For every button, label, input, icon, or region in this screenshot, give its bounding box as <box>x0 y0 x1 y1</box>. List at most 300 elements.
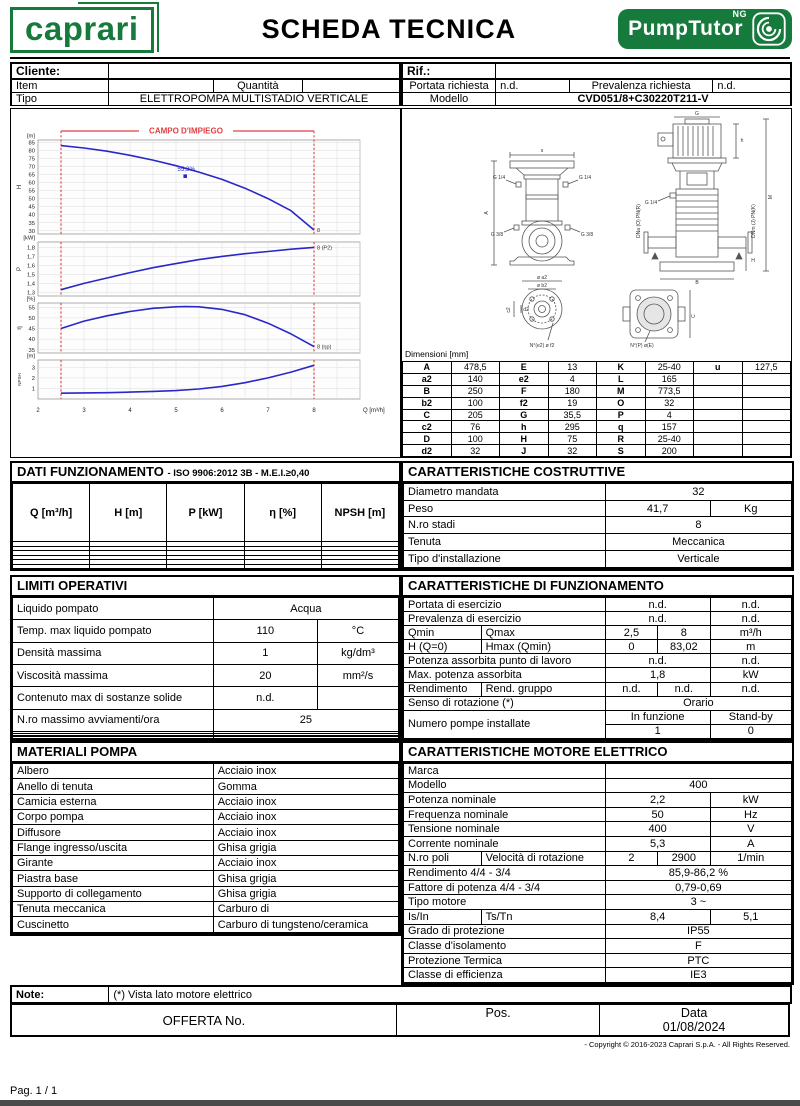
materiali-pompa-table <box>12 763 399 934</box>
section-subtitle: - ISO 9906:2012 3B - M.E.I.≥0,40 <box>167 468 310 479</box>
table-cell: Rendimento <box>404 682 482 696</box>
svg-text:8: 8 <box>317 227 321 234</box>
table-cell: Hz <box>710 807 792 822</box>
dati-funzionamento-table <box>12 483 399 569</box>
table-cell: Portata richiesta <box>403 79 496 93</box>
svg-text:P: P <box>17 266 23 272</box>
table-cell: Ghisa grigia <box>213 840 398 855</box>
table-cell: Max. potenza assorbita <box>404 668 606 682</box>
svg-text:Q [m³/h]: Q [m³/h] <box>363 408 385 414</box>
section-caratteristiche-funzionamento <box>401 575 794 741</box>
dimension-label: ø b2 <box>536 283 548 289</box>
table-cell: Potenza nominale <box>404 793 606 808</box>
table-cell: Acciaio inox <box>213 794 398 809</box>
svg-text:80: 80 <box>28 148 35 155</box>
table-cell <box>694 373 743 385</box>
table-cell <box>694 397 743 409</box>
table-cell: S <box>597 445 646 457</box>
table-cell: kW <box>710 668 792 682</box>
svg-text:2: 2 <box>36 408 40 414</box>
table-cell: Q [m³/h] <box>13 484 90 542</box>
table-cell: Numero pompe installate <box>404 710 606 738</box>
note-table <box>10 985 792 1004</box>
table-cell: Tipo <box>12 93 109 106</box>
svg-text:1,7: 1,7 <box>26 254 35 261</box>
table-cell: 8 <box>605 517 791 534</box>
table-cell: n.d. <box>605 654 710 668</box>
table-cell <box>694 385 743 397</box>
table-cell: Ghisa grigia <box>213 871 398 886</box>
table-cell: Flange ingresso/uscita <box>13 840 214 855</box>
table-cell: 2900 <box>658 851 710 866</box>
dimension-label: ø a2 <box>536 275 548 281</box>
table-cell: Qmax <box>481 626 605 640</box>
table-cell: n.d. <box>658 682 710 696</box>
table-cell: 0 <box>605 640 657 654</box>
table-cell: P [kW] <box>167 484 244 542</box>
table-cell: Marca <box>404 764 606 779</box>
table-cell: η [%] <box>244 484 321 542</box>
table-cell: 1,8 <box>605 668 710 682</box>
svg-text:35: 35 <box>28 347 35 354</box>
table-cell: 140 <box>451 373 500 385</box>
svg-text:[%]: [%] <box>26 296 35 303</box>
table-cell <box>109 79 214 93</box>
table-cell: F <box>500 385 549 397</box>
table-cell: n.d. <box>710 598 792 612</box>
section-limiti-operativi <box>10 575 401 741</box>
table-cell: Anello di tenuta <box>13 779 214 794</box>
table-cell <box>694 433 743 445</box>
table-cell: a2 <box>403 373 452 385</box>
svg-text:CAMPO D'IMPIEGO: CAMPO D'IMPIEGO <box>149 126 223 136</box>
pumptutor-logo-text: PumpTutor NG <box>628 9 747 40</box>
svg-text:50: 50 <box>28 315 35 322</box>
table-cell: Rif.: <box>403 64 496 80</box>
dimension-label: G <box>695 111 699 117</box>
bottom-scrollbar[interactable] <box>0 1100 800 1106</box>
table-cell <box>694 445 743 457</box>
table-cell <box>213 932 398 933</box>
table-cell: P <box>597 409 646 421</box>
table-cell: Peso <box>404 500 606 517</box>
table-cell: Supporto di collegamento <box>13 886 214 901</box>
table-cell: Piastra base <box>13 871 214 886</box>
table-cell: Acciaio inox <box>213 764 398 779</box>
caratteristiche-costruttive-table <box>403 483 792 569</box>
table-cell: 0 <box>710 724 792 738</box>
table-cell: 41,7 <box>605 500 710 517</box>
table-cell: L <box>597 373 646 385</box>
table-cell <box>321 564 398 569</box>
dimension-label: G 1/4 <box>492 175 506 181</box>
table-cell: Hmax (Qmin) <box>481 640 605 654</box>
table-cell: D <box>403 433 452 445</box>
table-cell: 2,2 <box>605 793 710 808</box>
dimensions-table <box>402 361 791 457</box>
section-title: LIMITI OPERATIVI <box>12 577 399 597</box>
section-title: CARATTERISTICHE COSTRUTTIVE <box>403 463 792 483</box>
table-cell <box>742 397 791 409</box>
table-cell: Potenza assorbita punto di lavoro <box>404 654 606 668</box>
table-cell <box>742 433 791 445</box>
table-cell: Camicia esterna <box>13 794 214 809</box>
table-cell: K <box>597 362 646 374</box>
table-cell: V <box>710 822 792 837</box>
table-cell <box>742 373 791 385</box>
table-cell: 157 <box>645 421 694 433</box>
pump-drawing <box>402 109 789 349</box>
table-cell: E <box>500 362 549 374</box>
table-cell: 0,79-0,69 <box>605 880 791 895</box>
svg-text:η: η <box>17 326 23 330</box>
table-cell: Stand-by <box>710 710 792 724</box>
table-cell: 200 <box>645 445 694 457</box>
dimension-label: c2 <box>506 307 512 313</box>
svg-text:5: 5 <box>174 408 178 414</box>
table-cell: 165 <box>645 373 694 385</box>
performance-chart <box>11 109 398 455</box>
svg-text:45: 45 <box>28 204 35 211</box>
client-info-table <box>10 62 401 106</box>
copyright-text: - Copyright © 2016-2023 Caprari S.p.A. - All Rights Reserved. <box>584 1040 790 1049</box>
dimension-label: B <box>695 280 699 286</box>
drawing-panel <box>401 108 792 458</box>
table-cell: 5,3 <box>605 836 710 851</box>
page-number: Pag. 1 / 1 <box>10 1085 58 1097</box>
table-cell: 20 <box>213 665 317 687</box>
dimension-label: A <box>484 211 490 215</box>
table-cell: 4 <box>645 409 694 421</box>
table-cell: 25-40 <box>645 362 694 374</box>
table-cell: R <box>597 433 646 445</box>
table-cell: A <box>710 836 792 851</box>
table-cell: ELETTROPOMPA MULTISTADIO VERTICALE <box>109 93 400 106</box>
dimension-label: N°(e2) ø f2 <box>529 343 555 349</box>
table-cell <box>694 409 743 421</box>
table-cell: Fattore di potenza 4/4 - 3/4 <box>404 880 606 895</box>
svg-text:[kW]: [kW] <box>23 235 35 242</box>
svg-text:65: 65 <box>28 172 35 179</box>
table-cell: n.d. <box>710 654 792 668</box>
table-cell: °C <box>317 620 398 642</box>
svg-text:75: 75 <box>28 156 35 163</box>
table-cell: H [m] <box>90 484 167 542</box>
dimension-label: N°(P) ø(E) <box>630 343 654 349</box>
table-cell: Densità massima <box>13 642 214 664</box>
table-cell: Modello <box>404 778 606 793</box>
table-cell: 295 <box>548 421 597 433</box>
table-cell <box>317 687 398 709</box>
table-cell: q <box>597 421 646 433</box>
dimension-label: h <box>740 138 744 144</box>
section-materiali-pompa <box>10 741 401 936</box>
table-cell: 76 <box>451 421 500 433</box>
table-cell: Velocità di rotazione <box>481 851 605 866</box>
table-cell: 1 <box>213 642 317 664</box>
pumptutor-logo <box>618 9 792 49</box>
table-cell: Classe d'isolamento <box>404 939 606 954</box>
dimension-label: DNm (J) PN(K) <box>751 204 757 238</box>
table-cell: M <box>597 385 646 397</box>
table-cell: Acciaio inox <box>213 825 398 840</box>
svg-text:45: 45 <box>28 326 35 333</box>
svg-text:7: 7 <box>266 408 270 414</box>
svg-text:NPSH: NPSH <box>17 373 22 386</box>
table-cell: Grado di protezione <box>404 924 606 939</box>
table-cell: 32 <box>451 445 500 457</box>
table-cell <box>90 564 167 569</box>
table-cell: O <box>597 397 646 409</box>
table-cell: Corpo pompa <box>13 810 214 825</box>
svg-text:H: H <box>17 184 23 190</box>
section-title: DATI FUNZIONAMENTO - ISO 9906:2012 3B - M.E.I.≥0,40 <box>12 463 399 483</box>
table-cell: 773,5 <box>645 385 694 397</box>
table-cell: Gomma <box>213 779 398 794</box>
table-cell <box>496 64 791 80</box>
table-cell: 205 <box>451 409 500 421</box>
table-cell <box>742 445 791 457</box>
table-cell: NPSH [m] <box>321 484 398 542</box>
data-cell <box>600 1005 788 1035</box>
table-cell: m <box>710 640 792 654</box>
table-cell: Note: <box>12 987 109 1003</box>
table-cell: F <box>605 939 791 954</box>
dimensions-caption: Dimensioni [mm] <box>405 349 469 359</box>
section-title: MATERIALI POMPA <box>12 743 399 763</box>
table-cell: 478,5 <box>451 362 500 374</box>
svg-text:3: 3 <box>82 408 86 414</box>
section-title: CARATTERISTICHE MOTORE ELETTRICO <box>403 743 792 763</box>
table-cell <box>13 932 214 933</box>
table-cell: H <box>500 433 549 445</box>
table-cell: kW <box>710 793 792 808</box>
table-cell <box>694 421 743 433</box>
pump-swirl-icon <box>751 12 787 46</box>
table-cell: 1/min <box>710 851 792 866</box>
table-cell: Verticale <box>605 550 791 567</box>
svg-text:8 (P2): 8 (P2) <box>317 245 332 252</box>
table-cell: Liquido pompato <box>13 598 214 620</box>
svg-text:50: 50 <box>28 196 35 203</box>
pumptutor-ng-label: NG <box>732 9 747 19</box>
dimension-label: G 3/8 <box>490 232 504 238</box>
table-cell: Orario <box>605 696 791 710</box>
table-cell: n.d. <box>496 79 570 93</box>
svg-text:1,3: 1,3 <box>26 290 35 297</box>
table-cell: Frequenza nominale <box>404 807 606 822</box>
section-motore-elettrico <box>401 741 794 985</box>
performance-chart-panel <box>10 108 401 458</box>
table-cell: B <box>403 385 452 397</box>
table-cell: CVD051/8+C30220T211-V <box>496 93 791 106</box>
dimension-label: H <box>751 258 755 264</box>
table-cell: Qmin <box>404 626 482 640</box>
table-cell <box>742 409 791 421</box>
table-cell: Prevalenza di esercizio <box>404 612 606 626</box>
svg-text:85: 85 <box>28 140 35 147</box>
svg-text:55: 55 <box>28 305 35 312</box>
table-cell: 8 <box>658 626 710 640</box>
table-cell: 250 <box>451 385 500 397</box>
table-cell: A <box>403 362 452 374</box>
table-cell: Tenuta meccanica <box>13 902 214 917</box>
table-cell <box>13 564 90 569</box>
table-cell: Diametro mandata <box>404 484 606 501</box>
table-cell: e2 <box>500 373 549 385</box>
table-cell: 85,9-86,2 % <box>605 866 791 881</box>
caratteristiche-funzionamento-table <box>403 597 792 739</box>
svg-text:3: 3 <box>31 365 35 372</box>
table-cell: In funzione <box>605 710 710 724</box>
table-cell: 127,5 <box>742 362 791 374</box>
svg-text:30: 30 <box>28 228 35 235</box>
dimension-label: M <box>768 194 774 200</box>
dimension-label: G 1/4 <box>644 200 658 206</box>
section-title: CARATTERISTICHE DI FUNZIONAMENTO <box>403 577 792 597</box>
svg-text:[m]: [m] <box>26 353 35 360</box>
table-cell: 100 <box>451 433 500 445</box>
table-cell: 50 <box>605 807 710 822</box>
table-cell: Tenuta <box>404 534 606 551</box>
table-cell: IE3 <box>605 968 791 983</box>
table-cell: 83,02 <box>658 640 710 654</box>
table-cell: Quantità <box>213 79 302 93</box>
table-cell <box>13 737 214 739</box>
offerta-box <box>10 1003 790 1037</box>
table-cell: 32 <box>645 397 694 409</box>
table-cell: 25 <box>213 709 398 731</box>
table-cell: C <box>403 409 452 421</box>
table-cell <box>404 567 606 568</box>
table-cell <box>167 564 244 569</box>
table-cell: Corrente nominale <box>404 836 606 851</box>
section-caratteristiche-costruttive <box>401 461 794 571</box>
table-cell: J <box>500 445 549 457</box>
table-cell: H (Q=0) <box>404 640 482 654</box>
table-cell: Girante <box>13 856 214 871</box>
table-cell <box>605 764 791 779</box>
table-cell: 4 <box>548 373 597 385</box>
table-cell: Item <box>12 79 109 93</box>
section-dati-funzionamento <box>10 461 401 571</box>
table-cell <box>244 564 321 569</box>
table-cell: Meccanica <box>605 534 791 551</box>
page-title: SCHEDA TECNICA <box>261 13 517 44</box>
svg-text:1,8: 1,8 <box>26 245 35 252</box>
table-cell: 180 <box>548 385 597 397</box>
table-cell: n.d. <box>713 79 791 93</box>
reference-info-table <box>401 62 792 106</box>
table-cell: PTC <box>605 953 791 968</box>
svg-text:40: 40 <box>28 212 35 219</box>
svg-text:6: 6 <box>220 408 224 414</box>
table-cell: b2 <box>403 397 452 409</box>
table-cell <box>742 421 791 433</box>
table-cell: Ghisa grigia <box>213 886 398 901</box>
offerta-label: OFFERTA No. <box>12 1005 397 1035</box>
svg-text:55: 55 <box>28 188 35 195</box>
table-cell: Cliente: <box>12 64 109 80</box>
table-cell: mm²/s <box>317 665 398 687</box>
table-cell: 19 <box>548 397 597 409</box>
table-cell: Ts/Tn <box>481 909 605 924</box>
table-cell: Kg <box>710 500 791 517</box>
table-cell <box>109 64 400 80</box>
table-cell: Classe di efficienza <box>404 968 606 983</box>
table-cell: Senso di rotazione (*) <box>404 696 606 710</box>
table-cell: 8,4 <box>605 909 710 924</box>
table-cell: Viscosità massima <box>13 665 214 687</box>
table-cell: IP55 <box>605 924 791 939</box>
svg-text:1,6: 1,6 <box>26 263 35 270</box>
table-cell: 1 <box>605 724 710 738</box>
header <box>10 3 792 55</box>
table-cell: h <box>500 421 549 433</box>
table-cell <box>302 79 399 93</box>
table-cell: 32 <box>548 445 597 457</box>
table-cell: 5,1 <box>710 909 792 924</box>
table-cell <box>742 385 791 397</box>
table-cell: 2,5 <box>605 626 657 640</box>
svg-text:1: 1 <box>31 386 35 393</box>
dimension-label: C <box>691 314 697 318</box>
table-cell: 35,5 <box>548 409 597 421</box>
svg-text:8 (ηp): 8 (ηp) <box>317 344 332 351</box>
svg-text:60: 60 <box>28 180 35 187</box>
table-cell: Albero <box>13 764 214 779</box>
table-cell: n.d. <box>605 612 710 626</box>
table-cell: 75 <box>548 433 597 445</box>
table-cell: Protezione Termica <box>404 953 606 968</box>
table-cell: N.ro stadi <box>404 517 606 534</box>
limiti-operativi-table <box>12 597 399 739</box>
table-cell: d2 <box>403 445 452 457</box>
table-cell: 13 <box>548 362 597 374</box>
data-label: Data <box>680 1006 708 1020</box>
table-cell <box>605 567 791 568</box>
table-cell: Portata di esercizio <box>404 598 606 612</box>
dimension-label: G 3/8 <box>580 232 594 238</box>
svg-text:40: 40 <box>28 337 35 344</box>
table-cell: Acciaio inox <box>213 810 398 825</box>
table-cell: Carburo di <box>213 902 398 917</box>
svg-text:[m]: [m] <box>26 133 35 140</box>
table-cell: m³/h <box>710 626 792 640</box>
table-cell: Acciaio inox <box>213 856 398 871</box>
table-cell: 110 <box>213 620 317 642</box>
data-value: 01/08/2024 <box>662 1020 726 1034</box>
table-cell: n.d. <box>605 682 657 696</box>
caprari-logo-text: caprari <box>10 7 154 53</box>
table-cell: Temp. max liquido pompato <box>13 620 214 642</box>
table-cell: Carburo di tungsteno/ceramica <box>213 917 398 932</box>
svg-text:1,5: 1,5 <box>26 272 35 279</box>
table-cell: 32 <box>605 484 791 501</box>
svg-text:8: 8 <box>312 408 316 414</box>
table-cell: u <box>694 362 743 374</box>
table-cell: n.d. <box>605 598 710 612</box>
table-cell: f2 <box>500 397 549 409</box>
table-cell: 25-40 <box>645 433 694 445</box>
table-cell: Contenuto max di sostanze solide <box>13 687 214 709</box>
table-cell: Is/In <box>404 909 482 924</box>
table-cell: 2 <box>605 851 657 866</box>
table-cell: Tipo d'installazione <box>404 550 606 567</box>
table-cell: Tensione nominale <box>404 822 606 837</box>
svg-text:4: 4 <box>128 408 132 414</box>
motore-elettrico-table <box>403 763 792 983</box>
